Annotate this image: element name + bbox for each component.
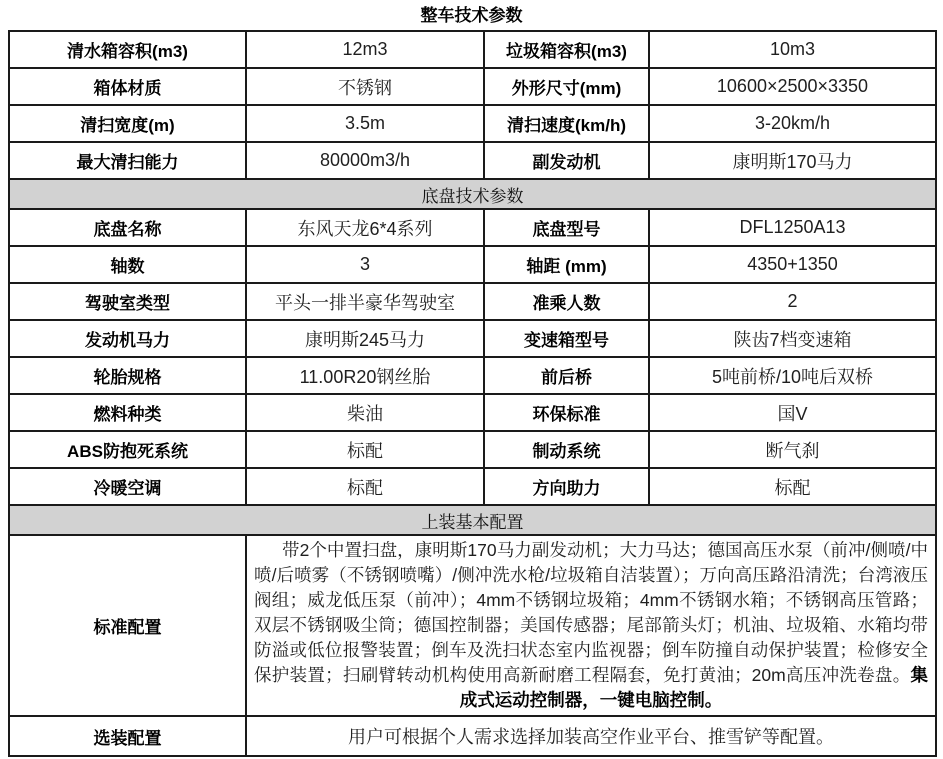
table-row [9, 468, 936, 505]
table-row [9, 246, 936, 283]
spec-value: 柴油 [246, 394, 484, 431]
spec-label: 环保标准 [484, 394, 649, 431]
spec-label: 前后桥 [484, 357, 649, 394]
spec-label: ABS防抱死系统 [9, 431, 246, 468]
table-row [9, 394, 936, 431]
spec-label: 底盘型号 [484, 209, 649, 246]
table-row [9, 209, 936, 246]
optional-config-text: 用户可根据个人需求选择加装高空作业平台、推雪铲等配置。 [246, 716, 936, 756]
spec-label: 选装配置 [9, 716, 246, 756]
spec-value: 不锈钢 [246, 68, 484, 105]
page-title: 整车技术参数 [420, 6, 523, 25]
spec-label: 标准配置 [9, 535, 246, 716]
spec-value: 标配 [246, 431, 484, 468]
spec-value: 标配 [246, 468, 484, 505]
spec-label: 垃圾箱容积(m3) [484, 31, 649, 68]
spec-value: 断气刹 [649, 431, 936, 468]
spec-label: 方向助力 [484, 468, 649, 505]
standard-config-text [254, 538, 928, 713]
spec-value: 2 [649, 283, 936, 320]
spec-label: 清扫速度(km/h) [484, 105, 649, 142]
spec-value: 陕齿7档变速箱 [649, 320, 936, 357]
spec-value: 5吨前桥/10吨后双桥 [649, 357, 936, 394]
table-row [9, 505, 936, 535]
section-header-upper-body: 上装基本配置 [9, 505, 936, 535]
spec-label: 冷暖空调 [9, 468, 246, 505]
spec-label: 燃料种类 [9, 394, 246, 431]
spec-label: 最大清扫能力 [9, 142, 246, 179]
spec-value: 10m3 [649, 31, 936, 68]
standard-config-highlight: 集成式运动控制器，一键电脑控制。 [459, 665, 928, 710]
spec-label: 准乘人数 [484, 283, 649, 320]
spec-label: 副发动机 [484, 142, 649, 179]
spec-label: 底盘名称 [9, 209, 246, 246]
spec-label: 轮胎规格 [9, 357, 246, 394]
spec-label: 驾驶室类型 [9, 283, 246, 320]
standard-config-body: 带2个中置扫盘，康明斯170马力副发动机；大力马达；德国高压水泵（前冲/侧喷/中喷/后喷雾（不锈钢喷嘴）/侧冲洗水枪/垃圾箱自洁装置）；万向高压路沿清洗；台湾液压阀组；威龙低压泵（前冲）；4mm不锈钢垃圾箱；4mm不锈钢水箱；不锈钢高压管路；双层不锈钢吸尘筒；德国控制器；美国传感器；尾部箭头灯；机油、垃圾箱、水箱均带防溢或低位报警装置；倒车及洗扫状态室内监视器；倒车防撞自动保护装置；检修安全保护装置；扫刷臂转动机构使用高新耐磨工程隔套，免打黄油；20m高压冲洗卷盘。 [254, 540, 928, 685]
spec-value: 平头一排半豪华驾驶室 [246, 283, 484, 320]
table-row [9, 179, 936, 209]
spec-table [8, 30, 937, 757]
spec-label: 轴数 [9, 246, 246, 283]
standard-config-cell [246, 535, 936, 716]
table-row [9, 716, 936, 756]
table-row [9, 431, 936, 468]
table-row [9, 105, 936, 142]
table-row [9, 535, 936, 716]
spec-label: 变速箱型号 [484, 320, 649, 357]
spec-value: 80000m3/h [246, 142, 484, 179]
spec-value: 康明斯170马力 [649, 142, 936, 179]
spec-value: 3 [246, 246, 484, 283]
table-row [9, 283, 936, 320]
spec-value: 11.00R20钢丝胎 [246, 357, 484, 394]
spec-value: 3-20km/h [649, 105, 936, 142]
table-row [9, 142, 936, 179]
spec-value: 4350+1350 [649, 246, 936, 283]
section-header-chassis: 底盘技术参数 [9, 179, 936, 209]
spec-value: 3.5m [246, 105, 484, 142]
spec-label: 外形尺寸(mm) [484, 68, 649, 105]
spec-label: 清扫宽度(m) [9, 105, 246, 142]
table-row [9, 320, 936, 357]
table-row [9, 68, 936, 105]
spec-value: 国V [649, 394, 936, 431]
table-row [9, 357, 936, 394]
spec-label: 发动机马力 [9, 320, 246, 357]
spec-value: 12m3 [246, 31, 484, 68]
spec-value: 标配 [649, 468, 936, 505]
spec-label: 清水箱容积(m3) [9, 31, 246, 68]
table-row [9, 31, 936, 68]
spec-label: 制动系统 [484, 431, 649, 468]
spec-value: 10600×2500×3350 [649, 68, 936, 105]
spec-value: 康明斯245马力 [246, 320, 484, 357]
spec-label: 箱体材质 [9, 68, 246, 105]
spec-value: DFL1250A13 [649, 209, 936, 246]
spec-value: 东风天龙6*4系列 [246, 209, 484, 246]
spec-label: 轴距 (mm) [484, 246, 649, 283]
